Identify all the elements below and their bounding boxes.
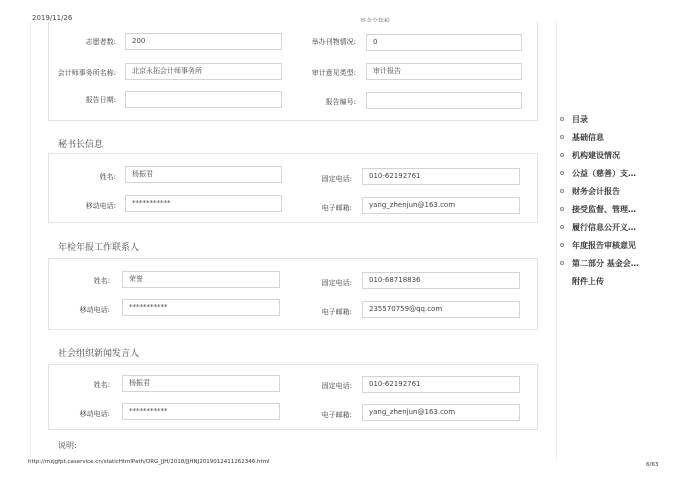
sg-name-label: 姓名:	[99, 173, 116, 181]
bullet-icon	[560, 243, 564, 247]
nav-item-label: 机构建设情况	[572, 151, 620, 160]
sp-name-label: 姓名:	[93, 381, 110, 389]
bullet-icon	[560, 135, 564, 139]
page-header-date: 2019/11/26	[32, 14, 73, 22]
ac-name-label: 姓名:	[93, 277, 110, 285]
nav-item-label: 公益（慈善）支…	[572, 169, 636, 178]
audit-firm-field[interactable]: 北京永拓会计师事务所	[125, 63, 282, 80]
sg-email-label: 电子邮箱:	[321, 204, 352, 212]
bullet-icon	[560, 189, 564, 193]
sp-email-field[interactable]: yang_zhenjun@163.com	[362, 404, 520, 421]
audit-opinion-label: 审计意见类型:	[311, 69, 356, 77]
bullet-icon	[560, 153, 564, 157]
nav-item-label: 接受监督、管理…	[572, 205, 636, 214]
ac-email-label: 电子邮箱:	[321, 308, 352, 316]
nav-item-label: 基础信息	[572, 133, 604, 142]
ac-name-field[interactable]: 荣誉	[122, 271, 280, 288]
nav-item-label: 目录	[572, 115, 588, 124]
sp-mobile-label: 移动电话:	[79, 410, 110, 418]
nav-item-label: 附件上传	[572, 277, 604, 286]
ac-phone-label: 固定电话:	[321, 279, 352, 287]
footer-url: http://mzjgfpt.caservice.cn/staticHtmlPath/ORG_JJH/2018/JJHNJ2019012411262346.html	[28, 459, 270, 465]
nav-item-label: 第二部分 基金会…	[572, 259, 639, 268]
sp-phone-label: 固定电话:	[321, 382, 352, 390]
audit-firm-label: 会计师事务所名称:	[57, 69, 116, 77]
ac-phone-field[interactable]: 010-68718836	[362, 272, 520, 289]
sp-mobile-field[interactable]: ***********	[122, 403, 280, 420]
bullet-icon	[560, 117, 564, 121]
sg-name-field[interactable]: 杨振君	[125, 166, 282, 183]
spokesperson-title: 社会组织新闻发言人	[58, 349, 140, 359]
bullet-icon	[560, 261, 564, 265]
sp-phone-field[interactable]: 010-62192761	[362, 376, 520, 393]
report-no-label: 报告编号:	[325, 98, 356, 106]
sg-phone-label: 固定电话:	[321, 175, 352, 183]
bullet-icon	[560, 207, 564, 211]
sg-mobile-label: 移动电话:	[85, 202, 116, 210]
report-date-label: 报告日期:	[85, 96, 116, 104]
secretary-general-title: 秘书长信息	[58, 140, 104, 150]
nav-item-label: 履行信息公开义…	[572, 223, 636, 232]
annual-contact-box	[48, 258, 538, 330]
sg-mobile-field[interactable]: ***********	[125, 195, 282, 212]
sp-email-label: 电子邮箱:	[321, 411, 352, 419]
sp-name-field[interactable]: 杨振君	[122, 375, 280, 392]
ac-mobile-label: 移动电话:	[79, 306, 110, 314]
volunteers-field[interactable]: 200	[125, 33, 282, 50]
ac-email-field[interactable]: 235570759@qq.com	[362, 301, 520, 318]
volunteers-label: 志愿者数:	[85, 38, 116, 46]
note-label: 说明:	[58, 441, 77, 450]
sg-email-field[interactable]: yang_zhenjun@163.com	[362, 197, 520, 214]
report-date-field[interactable]	[125, 91, 282, 108]
footer-page-number: 6/63	[646, 462, 659, 468]
sg-phone-field[interactable]: 010-62192761	[362, 168, 520, 185]
nav-item-label: 财务会计报告	[572, 187, 620, 196]
publications-field[interactable]: 0	[366, 34, 522, 51]
publications-label: 举办刊物情况:	[311, 38, 356, 46]
report-no-field[interactable]	[366, 92, 522, 109]
bullet-icon	[560, 171, 564, 175]
nav-item-label: 年度报告审核意见	[572, 241, 636, 250]
audit-opinion-field[interactable]: 审计报告	[366, 63, 522, 80]
bullet-icon	[560, 225, 564, 229]
annual-contact-title: 年检年报工作联系人	[58, 243, 140, 253]
ac-mobile-field[interactable]: ***********	[122, 299, 280, 316]
